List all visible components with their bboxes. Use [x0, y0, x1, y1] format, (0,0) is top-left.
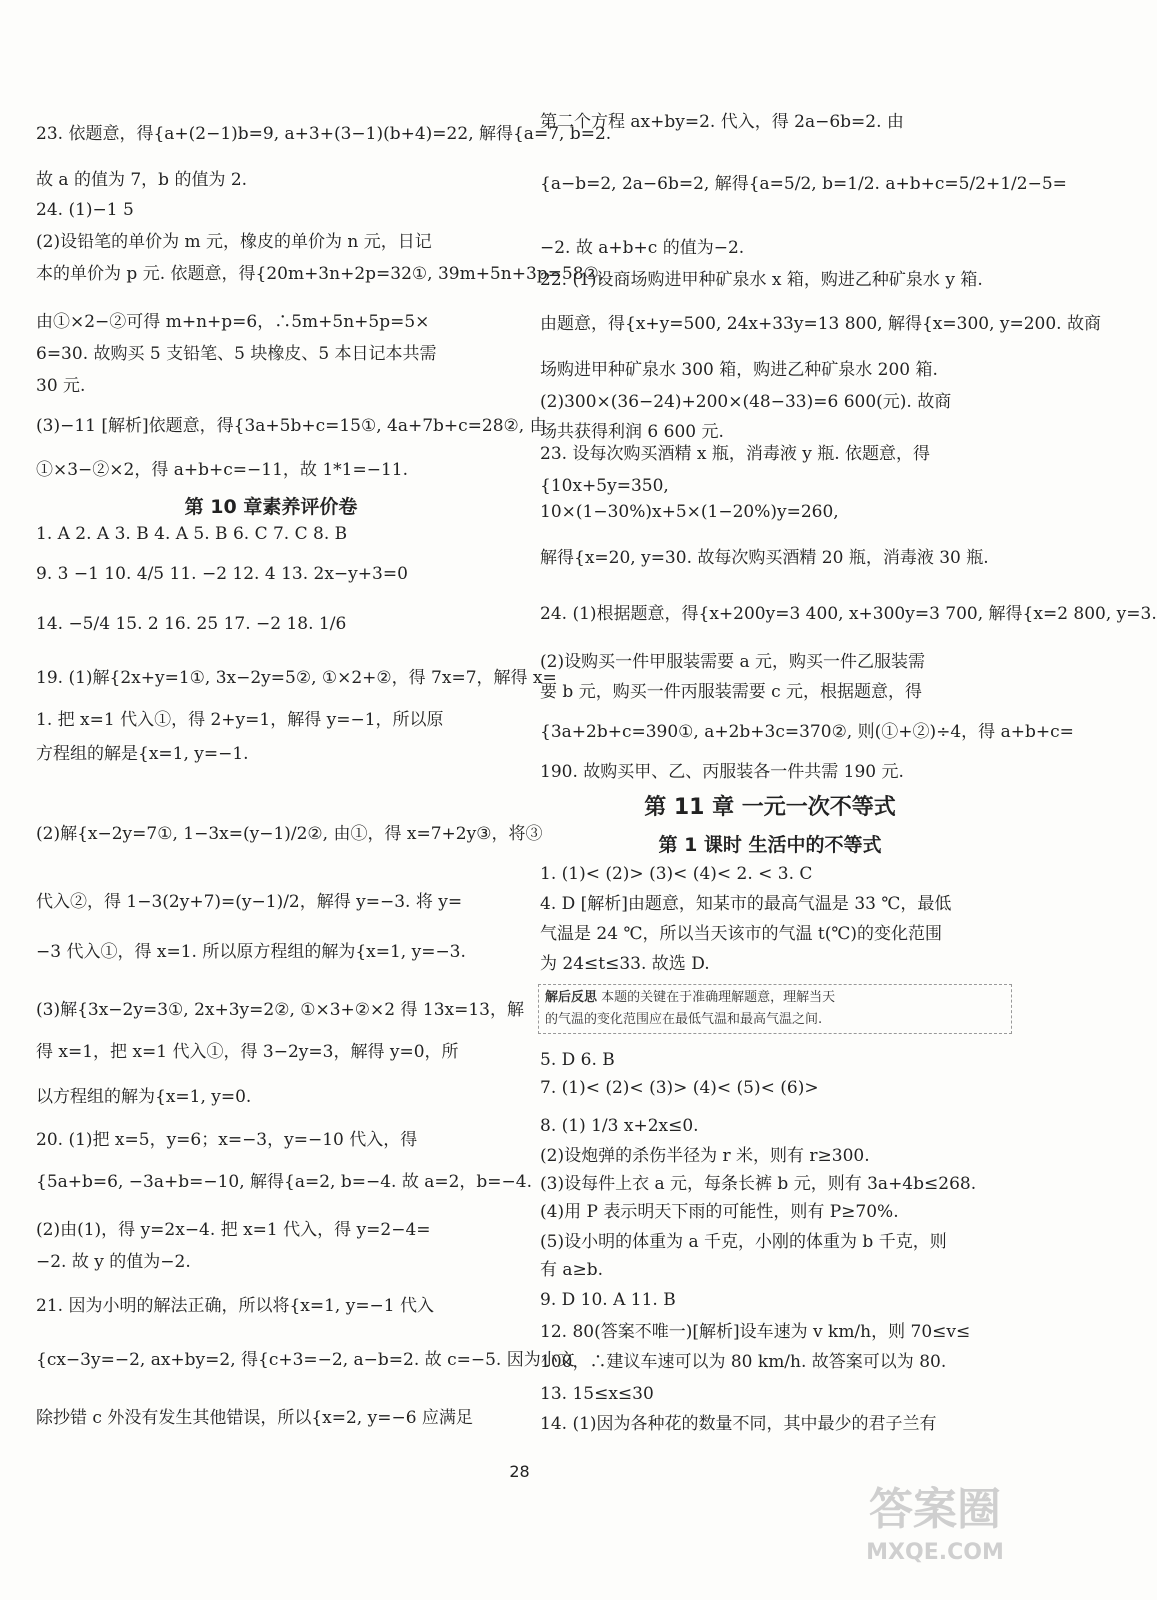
answer-line: 21. 因为小明的解法正确，所以将{x=1, y=−1 代入: [36, 1296, 435, 1316]
answer-line: (2)设炮弹的杀伤半径为 r 米，则有 r≥300.: [540, 1146, 870, 1166]
answer-line: 22. (1)设商场购进甲种矿泉水 x 箱，购进乙种矿泉水 y 箱.: [540, 270, 983, 290]
answer-line: 方程组的解是{x=1, y=−1.: [36, 744, 249, 764]
watermark-url: MXQE.COM: [866, 1540, 1004, 1565]
answer-line: {10x+5y=350,: [540, 476, 669, 496]
answer-line: 20. (1)把 x=5，y=6；x=−3，y=−10 代入，得: [36, 1130, 418, 1150]
answer-line: 代入②，得 1−3(2y+7)=(y−1)/2，解得 y=−3. 将 y=: [36, 892, 463, 912]
answer-line: (2)由(1)，得 y=2x−4. 把 x=1 代入，得 y=2−4=: [36, 1220, 431, 1240]
answer-line: (2)设购买一件甲服装需要 a 元，购买一件乙服装需: [540, 652, 926, 672]
answer-line: −2. 故 y 的值为−2.: [36, 1252, 191, 1272]
answer-line: 7. (1)< (2)< (3)> (4)< (5)< (6)>: [540, 1078, 819, 1098]
answer-line: 14. (1)因为各种花的数量不同，其中最少的君子兰有: [540, 1414, 937, 1434]
chapter-10-title: 第 10 章素养评价卷: [184, 496, 358, 518]
answer-line: 24. (1)−1 5: [36, 200, 134, 220]
answer-line: 190. 故购买甲、乙、丙服装各一件共需 190 元.: [540, 762, 904, 782]
page-number: 28: [509, 1462, 530, 1481]
note-text: 本题的关键在于准确理解题意，理解当天: [601, 990, 836, 1005]
answer-line: 9. 3 −1 10. 4/5 11. −2 12. 4 13. 2x−y+3=0: [36, 564, 408, 584]
answer-line: {cx−3y=−2, ax+by=2, 得{c+3=−2, a−b=2. 故 c=−5. 因为小文: [36, 1350, 575, 1370]
answer-line: (2)解{x−2y=7①, 1−3x=(y−1)/2②, 由①，得 x=7+2y③，将③: [36, 824, 543, 844]
answer-line: (5)设小明的体重为 a 千克，小刚的体重为 b 千克，则: [540, 1232, 947, 1252]
answer-line: 有 a≥b.: [540, 1260, 604, 1280]
answer-line: (4)用 P 表示明天下雨的可能性，则有 P≥70%.: [540, 1202, 899, 1222]
note-text: 的气温的变化范围应在最低气温和最高气温之间.: [545, 1012, 823, 1027]
answer-line: 19. (1)解{2x+y=1①, 3x−2y=5②, ①×2+②，得 7x=7，解得 x=: [36, 668, 557, 688]
answer-line: 23. 依题意，得{a+(2−1)b=9, a+3+(3−1)(b+4)=22, 解得{a=7, b=2.: [36, 124, 612, 144]
answer-line: 除抄错 c 外没有发生其他错误，所以{x=2, y=−6 应满足: [36, 1408, 473, 1428]
answer-line: (2)300×(36−24)+200×(48−33)=6 600(元). 故商: [540, 392, 952, 412]
answer-line: 8. (1) 1/3 x+2x≤0.: [540, 1116, 699, 1136]
answer-line: 为 24≤t≤33. 故选 D.: [540, 954, 710, 974]
lesson-title: 第 1 课时 生活中的不等式: [658, 834, 882, 856]
answer-line: 故 a 的值为 7，b 的值为 2.: [36, 170, 248, 190]
answer-line: ①×3−②×2，得 a+b+c=−11，故 1*1=−11.: [36, 460, 408, 480]
answer-line: 场共获得利润 6 600 元.: [540, 422, 724, 442]
answer-line: 1. (1)< (2)> (3)< (4)< 2. < 3. C: [540, 864, 813, 884]
answer-line: 本的单价为 p 元. 依题意，得{20m+3n+2p=32①, 39m+5n+3p=58②,: [36, 264, 605, 284]
answer-line: 1. A 2. A 3. B 4. A 5. B 6. C 7. C 8. B: [36, 524, 348, 544]
answer-line: (3)解{3x−2y=3①, 2x+3y=2②, ①×3+②×2 得 13x=13，解: [36, 1000, 524, 1020]
answer-line: 由①×2−②可得 m+n+p=6，∴5m+5n+5p=5×: [36, 312, 430, 332]
watermark-logo: 答案圈: [869, 1484, 1001, 1535]
answer-line: 10×(1−30%)x+5×(1−20%)y=260,: [540, 502, 839, 522]
answer-line: 得 x=1，把 x=1 代入①，得 3−2y=3，解得 y=0，所: [36, 1042, 459, 1062]
answer-line: 4. D [解析]由题意，知某市的最高气温是 33 ℃，最低: [540, 894, 952, 914]
answer-line: 13. 15≤x≤30: [540, 1384, 654, 1404]
answer-line: 5. D 6. B: [540, 1050, 615, 1070]
answer-line: 要 b 元，购买一件丙服装需要 c 元，根据题意，得: [540, 682, 923, 702]
answer-line: 第二个方程 ax+by=2. 代入，得 2a−6b=2. 由: [540, 112, 904, 132]
answer-line: (3)设每件上衣 a 元，每条长裤 b 元，则有 3a+4b≤268.: [540, 1174, 977, 1194]
answer-line: (2)设铅笔的单价为 m 元，橡皮的单价为 n 元，日记: [36, 232, 432, 252]
answer-line: −2. 故 a+b+c 的值为−2.: [540, 238, 745, 258]
answer-line: 气温是 24 ℃，所以当天该市的气温 t(℃)的变化范围: [540, 924, 942, 944]
answer-line: 9. D 10. A 11. B: [540, 1290, 676, 1310]
answer-line: 24. (1)根据题意，得{x+200y=3 400, x+300y=3 700, 解得{x=2 800, y=3.: [540, 604, 1157, 624]
note-label: 解后反思: [545, 990, 598, 1005]
answer-line: 6=30. 故购买 5 支铅笔、5 块橡皮、5 本日记本共需: [36, 344, 437, 364]
answer-line: 12. 80(答案不唯一)[解析]设车速为 v km/h，则 70≤v≤: [540, 1322, 971, 1342]
answer-line: 30 元.: [36, 376, 86, 396]
answer-line: {3a+2b+c=390①, a+2b+3c=370②, 则(①+②)÷4，得 a+b+c=: [540, 722, 1074, 742]
answer-line: {a−b=2, 2a−6b=2, 解得{a=5/2, b=1/2. a+b+c=5/2+1/2−5=: [540, 174, 1067, 194]
answer-line: 23. 设每次购买酒精 x 瓶，消毒液 y 瓶. 依题意，得: [540, 444, 931, 464]
answer-line: −3 代入①，得 x=1. 所以原方程组的解为{x=1, y=−3.: [36, 942, 466, 962]
answer-line: (3)−11 [解析]依题意，得{3a+5b+c=15①, 4a+7b+c=28②, 由: [36, 416, 547, 436]
answer-line: 14. −5/4 15. 2 16. 25 17. −2 18. 1/6: [36, 614, 347, 634]
answer-line: {5a+b=6, −3a+b=−10, 解得{a=2, b=−4. 故 a=2，b=−4.: [36, 1172, 533, 1192]
answer-line: 1. 把 x=1 代入①，得 2+y=1，解得 y=−1，所以原: [36, 710, 444, 730]
watermark: [840, 1480, 1030, 1592]
reflection-note: [538, 984, 1012, 1034]
answer-line: 100，∴建议车速可以为 80 km/h. 故答案可以为 80.: [540, 1352, 947, 1372]
answer-line: 场购进甲种矿泉水 300 箱，购进乙种矿泉水 200 箱.: [540, 360, 938, 380]
answer-line: 以方程组的解为{x=1, y=0.: [36, 1087, 252, 1107]
answer-line: 解得{x=20, y=30. 故每次购买酒精 20 瓶，消毒液 30 瓶.: [540, 548, 989, 568]
answer-line: 由题意，得{x+y=500, 24x+33y=13 800, 解得{x=300, y=200. 故商: [540, 314, 1101, 334]
chapter-11-title: 第 11 章 一元一次不等式: [644, 795, 896, 820]
